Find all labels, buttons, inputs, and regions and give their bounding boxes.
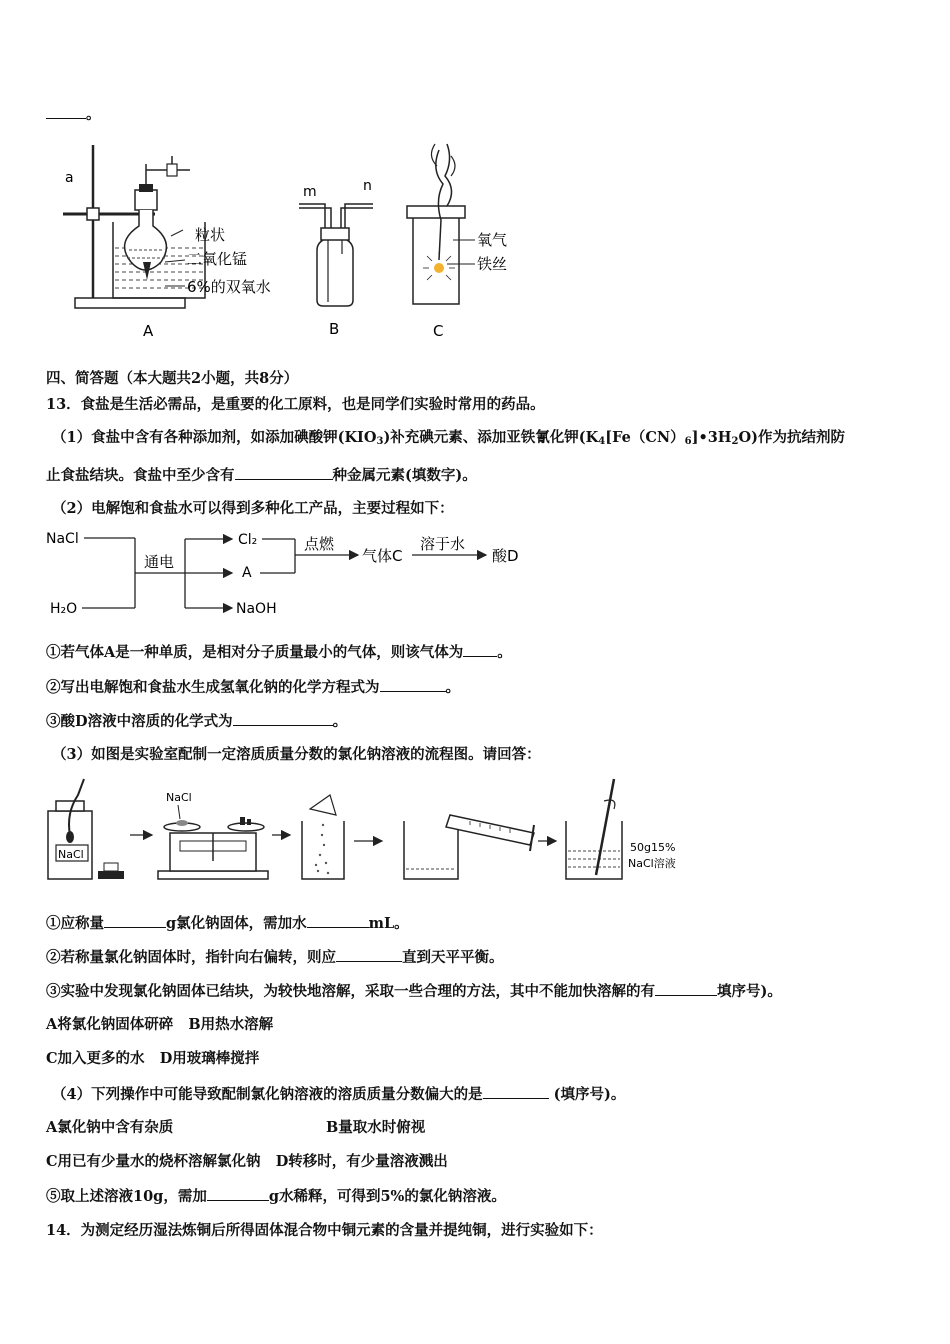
caption-a: A (143, 322, 154, 340)
label-h2o2: 6%的双氧水 (187, 278, 271, 296)
q13-p1-line1: （1）食盐中含有各种添加剂，如添加碘酸钾$(KIO_3)$补充碘元素、添加亚铁氰化钾$(K_4[Fe(CN)_6]•3H_2O)$作为抗结剂防 (52, 429, 845, 447)
flow-nacl: NaCl (46, 531, 79, 547)
label-a: a (65, 170, 74, 186)
label-mno2: 二氧化锰 (187, 250, 248, 268)
top-fragment: 。 (46, 104, 101, 125)
label-iron-wire: 铁丝 (477, 255, 508, 273)
balance-label: NaCl (166, 791, 192, 804)
q13-p2-q3: ③酸D溶液中溶质的化学式为 。 (46, 713, 348, 730)
flow-cl2: Cl₂ (238, 532, 258, 548)
q13-p3-options-cd: C加入更多的水 D用玻璃棒搅拌 (46, 1050, 260, 1067)
section-title: 四、简答题（本大题共2小题，共8分） (46, 370, 299, 387)
flow-ignite: 点燃 (304, 535, 335, 553)
q13-p2-intro: （2）电解饱和食盐水可以得到多种化工产品，主要过程如下： (52, 500, 454, 517)
q13-p1-line2: 止食盐结块。食盐中至少含有 种金属元素(填数字)。 (46, 467, 477, 484)
q13-p3-q3: ③实验中发现氯化钠固体已结块，为较快地溶解，采取一些合理的方法，其中不能加快溶解的有 填序号)。 (46, 983, 782, 1000)
answer-blank[interactable] (235, 465, 333, 480)
q13-p4-opt-b: B量取水时俯视 (326, 1119, 426, 1136)
bottle-label: NaCl (58, 848, 84, 861)
gas-apparatus-figure (55, 130, 525, 345)
q13-p3-q2: ②若称量氯化钠固体时，指针向右偏转，则应 直到天平平衡。 (46, 949, 504, 966)
q13-p3-intro: （3）如图是实验室配制一定溶质质量分数的氯化钠溶液的流程图。请回答： (52, 746, 541, 763)
label-m: m (303, 184, 317, 200)
q13-p4-options-cd: C用已有少量水的烧杯溶解氯化钠 D转移时，有少量溶液溅出 (46, 1153, 448, 1170)
answer-blank[interactable] (307, 913, 369, 928)
q13-p4: （4）下列操作中可能导致配制氯化钠溶液的溶质质量分数偏大的是 (填序号)。 (52, 1086, 626, 1103)
flow-a: A (242, 565, 252, 581)
q13-p3-q1: ①应称量 g氯化钠固体，需加水 mL。 (46, 915, 409, 932)
q13-stem: 13．食盐是生活必需品，是重要的化工原料，也是同学们实验时常用的药品。 (46, 396, 545, 413)
flow-acid-d: 酸D (492, 547, 519, 565)
label-granular: 粒状 (195, 226, 226, 244)
q13-p4-opt-a: A氯化钠中含有杂质 (46, 1119, 174, 1136)
q13-p3-options-ab: A将氯化钠固体研碎 B用热水溶解 (46, 1016, 274, 1033)
answer-blank[interactable] (336, 947, 402, 962)
flow-electrolysis: 通电 (144, 553, 175, 571)
flow-gas-c: 气体C (362, 547, 403, 565)
answer-blank[interactable] (655, 981, 717, 996)
solution-label-2: NaCl溶液 (628, 857, 676, 870)
caption-c: C (433, 322, 444, 340)
answer-blank[interactable] (104, 913, 166, 928)
answer-blank[interactable] (233, 711, 333, 726)
solution-label-1: 50g15% (630, 841, 676, 854)
caption-b: B (329, 320, 340, 338)
flow-naoh: NaOH (236, 601, 277, 617)
answer-blank[interactable] (46, 104, 86, 119)
q13-p5: ⑤取上述溶液10g，需加 g水稀释，可得到5%的氯化钠溶液。 (46, 1188, 506, 1205)
electrolysis-flow-diagram (40, 525, 540, 625)
q13-p2-q1: ①若气体A是一种单质，是相对分子质量最小的气体，则该气体为 。 (46, 644, 512, 661)
answer-blank[interactable] (483, 1084, 549, 1099)
flow-h2o: H₂O (50, 601, 78, 617)
answer-blank[interactable] (463, 642, 497, 657)
label-oxygen: 氧气 (477, 231, 508, 249)
q13-p2-q2: ②写出电解饱和食盐水生成氢氧化钠的化学方程式为 。 (46, 679, 460, 696)
answer-blank[interactable] (380, 677, 446, 692)
solution-prep-figure (40, 775, 700, 885)
flow-dissolve: 溶于水 (420, 535, 466, 553)
label-n: n (363, 178, 372, 194)
q14-stem: 14．为测定经历湿法炼铜后所得固体混合物中铜元素的含量并提纯铜，进行实验如下： (46, 1222, 603, 1239)
answer-blank[interactable] (207, 1186, 269, 1201)
